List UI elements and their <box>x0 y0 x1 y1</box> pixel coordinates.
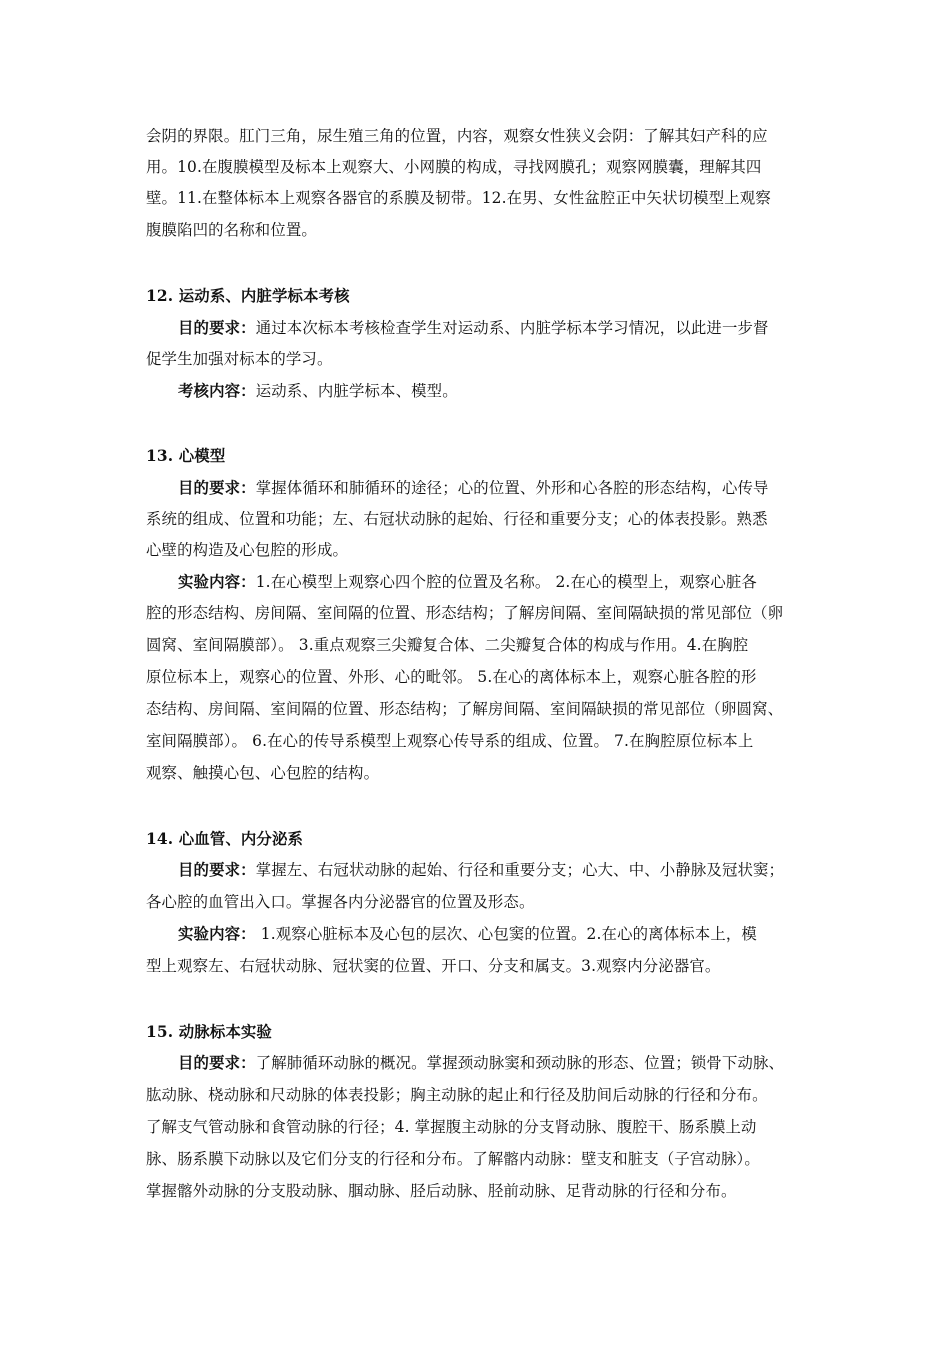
section-15-purpose-line: 了解支气管动脉和食管动脉的行径；4. 掌握腹主动脉的分支肾动脉、腹腔干、肠系膜上动 <box>146 1118 757 1136</box>
purpose-label: 目的要求： <box>178 319 256 337</box>
purpose-text: 通过本次标本考核检查学生对运动系、内脏学标本学习情况，以此进一步督 <box>255 319 769 337</box>
section-13-purpose-line: 心壁的构造及心包腔的形成。 <box>146 541 349 559</box>
section-15-purpose-line: 掌握髂外动脉的分支股动脉、腘动脉、胫后动脉、胫前动脉、足背动脉的行径和分布。 <box>146 1182 737 1200</box>
section-12-purpose-line: 促学生加强对标本的学习。 <box>146 350 333 368</box>
section-12-heading: 12. 运动系、内脏学标本考核 <box>146 287 350 305</box>
purpose-label: 目的要求： <box>178 479 256 497</box>
section-12-content <box>178 381 818 401</box>
purpose-text: 掌握体循环和肺循环的途径；心的位置、外形和心各腔的形态结构，心传导 <box>255 479 769 497</box>
section-15-purpose <box>178 1053 818 1073</box>
continued-text-line: 壁。11.在整体标本上观察各器官的系膜及韧带。12.在男、女性盆腔正中矢状切模型上观察 <box>146 189 771 207</box>
continued-text-line: 用。10.在腹膜模型及标本上观察大、小网膜的构成，寻找网膜孔；观察网膜囊，理解其四 <box>146 158 762 176</box>
section-13-content-line: 态结构、房间隔、室间隔的位置、形态结构；了解房间隔、室间隔缺损的常见部位（卵圆窝、 <box>146 700 784 718</box>
section-15-purpose-line: 脉、肠系膜下动脉以及它们分支的行径和分布。了解髂内动脉：壁支和脏支（子宫动脉）。 <box>146 1150 760 1168</box>
section-13-purpose-line: 系统的组成、位置和功能；左、右冠状动脉的起始、行径和重要分支；心的体表投影。熟悉 <box>146 510 768 528</box>
section-13-content <box>178 572 818 592</box>
content-text: 运动系、内脏学标本、模型。 <box>255 382 458 400</box>
purpose-text: 掌握左、右冠状动脉的起始、行径和重要分支；心大、中、小静脉及冠状窦； <box>255 861 785 879</box>
section-13-heading: 13. 心模型 <box>146 447 226 465</box>
section-15-purpose-line: 肱动脉、桡动脉和尺动脉的体表投影；胸主动脉的起止和行径及肋间后动脉的行径和分布。 <box>146 1086 768 1104</box>
content-text: 1.在心模型上观察心四个腔的位置及名称。 2.在心的模型上，观察心脏各 <box>255 573 757 591</box>
section-13-content-line: 腔的形态结构、房间隔、室间隔的位置、形态结构；了解房间隔、室间隔缺损的常见部位（卵 <box>146 604 784 622</box>
section-13-content-line: 圆窝、室间隔膜部）。 3.重点观察三尖瓣复合体、二尖瓣复合体的构成与作用。4.在胸腔 <box>146 636 749 654</box>
section-13-content-line: 观察、触摸心包、心包腔的结构。 <box>146 764 380 782</box>
continued-text-line: 腹膜陷凹的名称和位置。 <box>146 221 317 239</box>
content-label: 实验内容： <box>178 573 256 591</box>
section-14-content <box>178 924 818 944</box>
section-14-content-line: 型上观察左、右冠状动脉、冠状窦的位置、开口、分支和属支。3.观察内分泌器官。 <box>146 957 721 975</box>
continued-text-line: 会阴的界限。肛门三角，尿生殖三角的位置，内容，观察女性狭义会阴：了解其妇产科的应 <box>146 127 768 145</box>
purpose-label: 目的要求： <box>178 861 256 879</box>
section-13-purpose <box>178 478 818 498</box>
section-14-heading: 14. 心血管、内分泌系 <box>146 830 304 848</box>
purpose-label: 目的要求： <box>178 1054 256 1072</box>
content-label: 实验内容： <box>178 925 256 943</box>
section-13-content-line: 室间隔膜部）。 6.在心的传导系模型上观察心传导系的组成、位置。 7.在胸腔原位标本上 <box>146 732 754 750</box>
section-13-content-line: 原位标本上，观察心的位置、外形、心的毗邻。 5.在心的离体标本上，观察心脏各腔的形 <box>146 668 757 686</box>
content-text: 1.观察心脏标本及心包的层次、心包窦的位置。2.在心的离体标本上，模 <box>255 925 757 943</box>
section-15-heading: 15. 动脉标本实验 <box>146 1023 272 1041</box>
purpose-text: 了解肺循环动脉的概况。掌握颈动脉窦和颈动脉的形态、位置；锁骨下动脉、 <box>255 1054 785 1072</box>
section-14-purpose <box>178 860 818 880</box>
content-label: 考核内容： <box>178 382 256 400</box>
section-14-purpose-line: 各心腔的血管出入口。掌握各内分泌器官的位置及形态。 <box>146 893 535 911</box>
section-12-purpose <box>178 318 818 338</box>
